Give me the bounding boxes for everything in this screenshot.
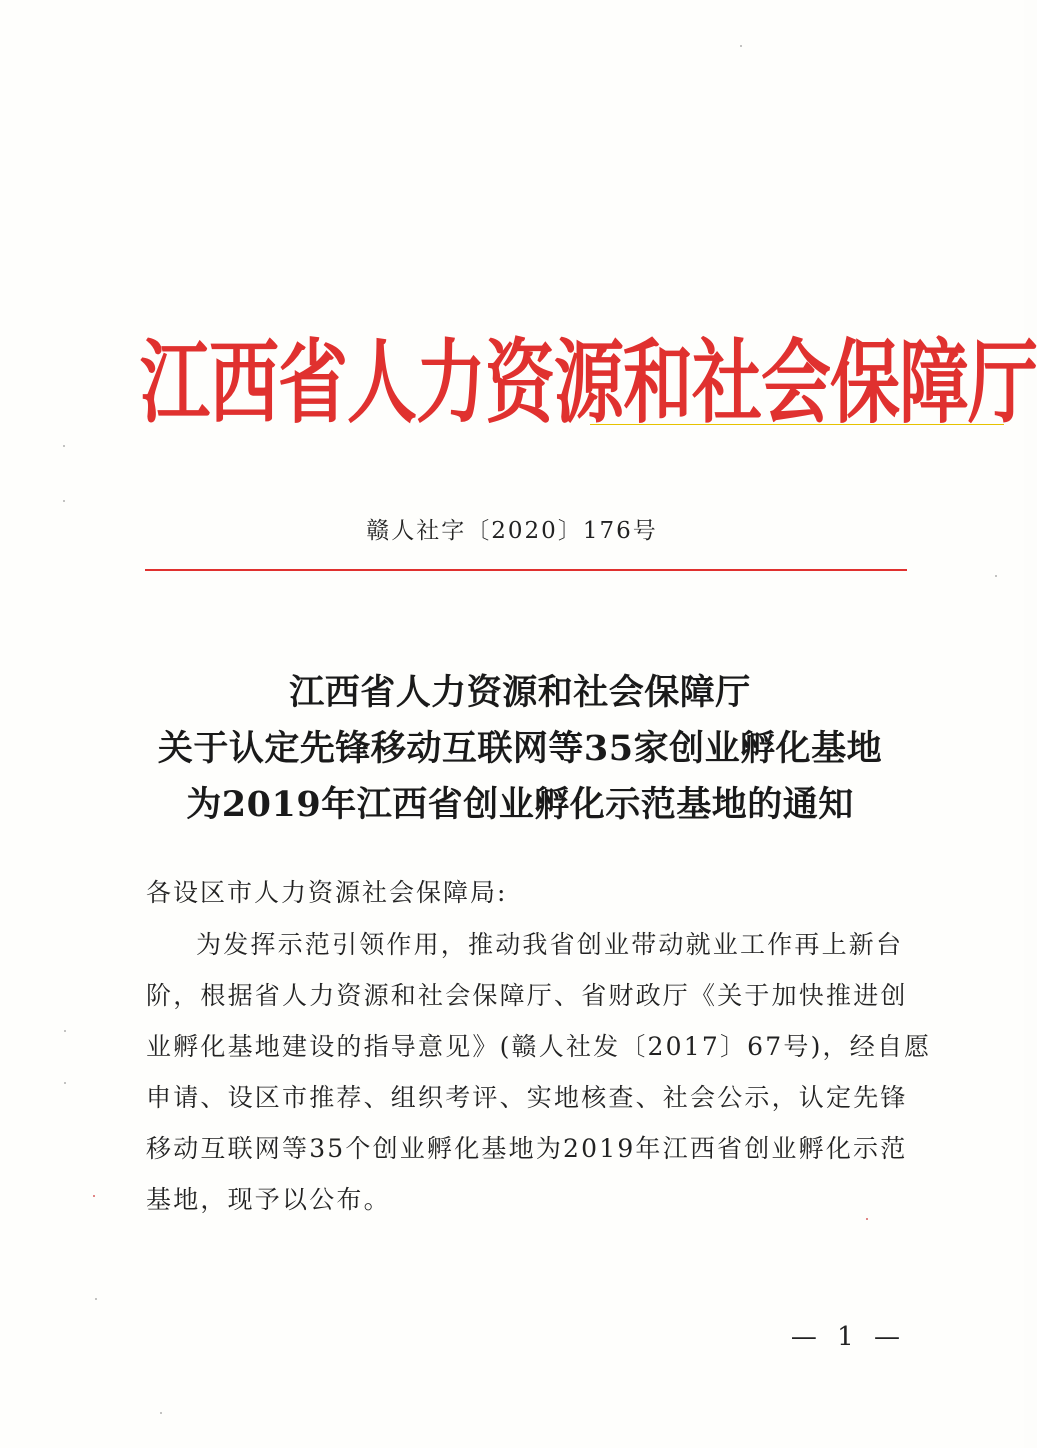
body-line: 阶，根据省人力资源和社会保障厅、省财政厅《关于加快推进创 xyxy=(146,981,908,1010)
body-line: 业孵化基地建设的指导意见》(赣人社发〔2017〕67号)，经自愿 xyxy=(146,1032,932,1061)
scan-speck xyxy=(64,1082,66,1084)
annotation-line xyxy=(590,424,1004,425)
scan-speck xyxy=(95,1298,97,1300)
document-number: 赣人社字〔2020〕176号 xyxy=(366,518,658,544)
scan-speck xyxy=(93,1195,95,1197)
scan-speck xyxy=(866,1218,868,1220)
letterhead-char: 社 xyxy=(692,328,761,437)
scan-speck xyxy=(740,45,742,47)
letterhead-char: 西 xyxy=(209,328,278,437)
letterhead-char: 厅 xyxy=(968,328,1037,437)
scan-speck xyxy=(160,1412,162,1414)
salutation: 各设区市人力资源社会保障局: xyxy=(146,878,508,907)
notice-title-line-1: 江西省人力资源和社会保障厅 xyxy=(289,672,751,713)
letterhead-char: 省 xyxy=(278,328,347,437)
letterhead-char: 源 xyxy=(554,328,623,437)
scan-speck xyxy=(63,445,65,447)
body-line: 申请、设区市推荐、组织考评、实地核查、社会公示，认定先锋 xyxy=(146,1083,908,1112)
red-separator-line xyxy=(145,569,907,571)
page-number: — 1 — xyxy=(790,1322,906,1352)
body-line: 为发挥示范引领作用，推动我省创业带动就业工作再上新台 xyxy=(196,930,904,959)
letterhead-char: 会 xyxy=(761,328,830,437)
letterhead-char: 资 xyxy=(485,328,554,437)
notice-title-line-3: 为2019年江西省创业孵化示范基地的通知 xyxy=(186,784,854,825)
body-line: 基地，现予以公布。 xyxy=(146,1185,391,1214)
scan-speck xyxy=(63,500,65,502)
body-line: 移动互联网等35个创业孵化基地为2019年江西省创业孵化示范 xyxy=(146,1134,908,1163)
letterhead-char: 力 xyxy=(416,328,485,437)
letterhead-title xyxy=(140,299,1037,468)
letterhead-char: 人 xyxy=(347,328,416,437)
letterhead-char: 江 xyxy=(140,328,209,437)
letterhead-char: 障 xyxy=(899,328,968,437)
scan-speck xyxy=(64,1030,66,1032)
scan-speck xyxy=(995,575,997,577)
letterhead-char: 保 xyxy=(830,328,899,437)
letterhead-char: 和 xyxy=(623,328,692,437)
notice-title-line-2: 关于认定先锋移动互联网等35家创业孵化基地 xyxy=(157,728,883,769)
